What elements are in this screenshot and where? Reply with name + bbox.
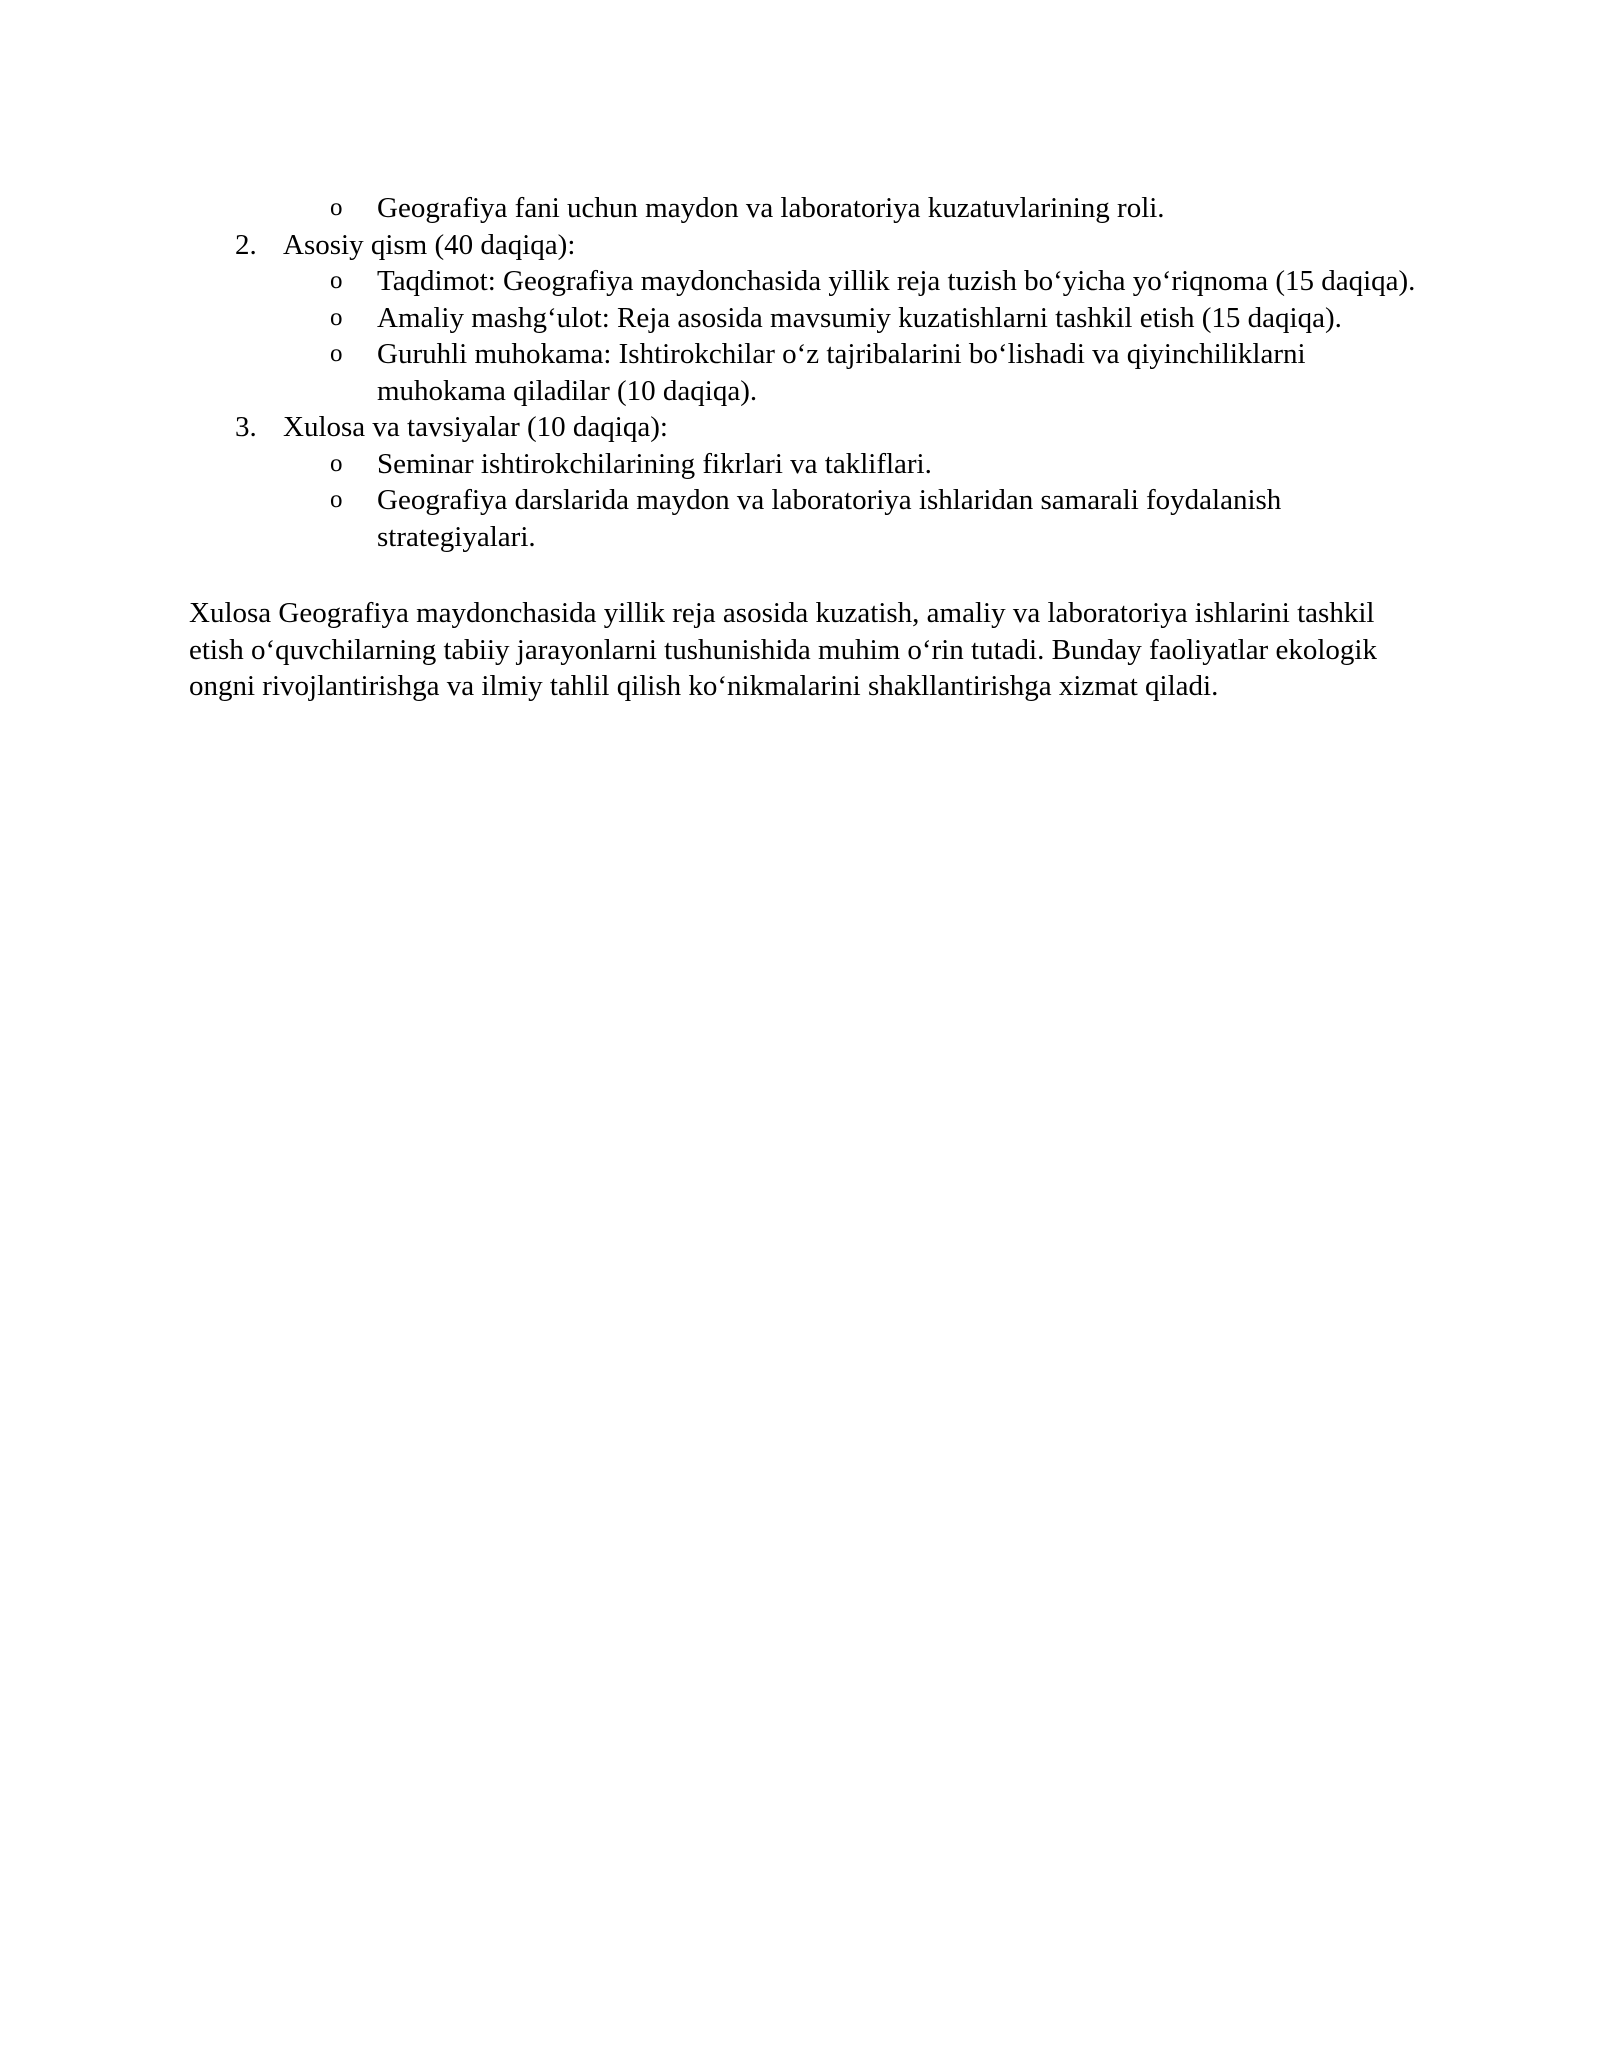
- conclusion-paragraph: Xulosa Geografiya maydonchasida yillik reja asosida kuzatish, amaliy va laboratoriya ishlarini tashkil etish o‘quvchilarning tabiiy jarayonlarni tushunishida muhim o‘rin tutadi. Bunday faoliyatlar ekologik ongni rivojlantirishga va ilmiy tahlil qilish ko‘nikmalarini shakllantirishga xizmat qiladi.: [189, 597, 1377, 702]
- section-heading-text: Xulosa va tavsiyalar (10 daqiqa):: [283, 411, 668, 443]
- section-heading-text: Asosiy qism (40 daqiqa):: [283, 228, 576, 261]
- bullet-marker: o: [330, 449, 343, 477]
- list-item: [189, 336, 1429, 409]
- list-item-text: Seminar ishtirokchilarining fikrlari va takliflari.: [377, 447, 932, 480]
- list-item-intro: [189, 190, 1429, 227]
- list-item-text: Geografiya fani uchun maydon va laboratoriya kuzatuvlarining roli.: [377, 192, 1165, 224]
- list-item-text: Geografiya darslarida maydon va laboratoriya ishlaridan samarali foydalanish strategiyalari.: [377, 484, 1282, 553]
- bullet-marker: o: [330, 486, 343, 513]
- list-item: [189, 446, 1429, 483]
- list-item-text: Guruhli muhokama: Ishtirokchilar o‘z tajribalarini bo‘lishadi va qiyinchiliklarni muhokama qiladilar (10 daqiqa).: [377, 338, 1306, 407]
- section-heading-main: [189, 227, 1429, 264]
- list-item: [189, 300, 1429, 337]
- bullet-marker: o: [330, 267, 343, 294]
- bullet-marker: o: [330, 340, 343, 367]
- list-item: [189, 482, 1429, 555]
- list-item: [189, 263, 1429, 300]
- bullet-marker: o: [330, 194, 343, 221]
- document-body: [189, 190, 1429, 734]
- list-item-text: Taqdimot: Geografiya maydonchasida yillik reja tuzish bo‘yicha yo‘riqnoma (15 daqiqa).: [377, 265, 1416, 297]
- section-number: 2.: [235, 228, 257, 261]
- list-item-text: Amaliy mashg‘ulot: Reja asosida mavsumiy kuzatishlarni tashkil etish (15 daqiqa).: [377, 301, 1342, 334]
- section-number: 3.: [235, 411, 257, 443]
- section-heading-conclusion: [189, 409, 1429, 446]
- bullet-marker: o: [330, 303, 343, 331]
